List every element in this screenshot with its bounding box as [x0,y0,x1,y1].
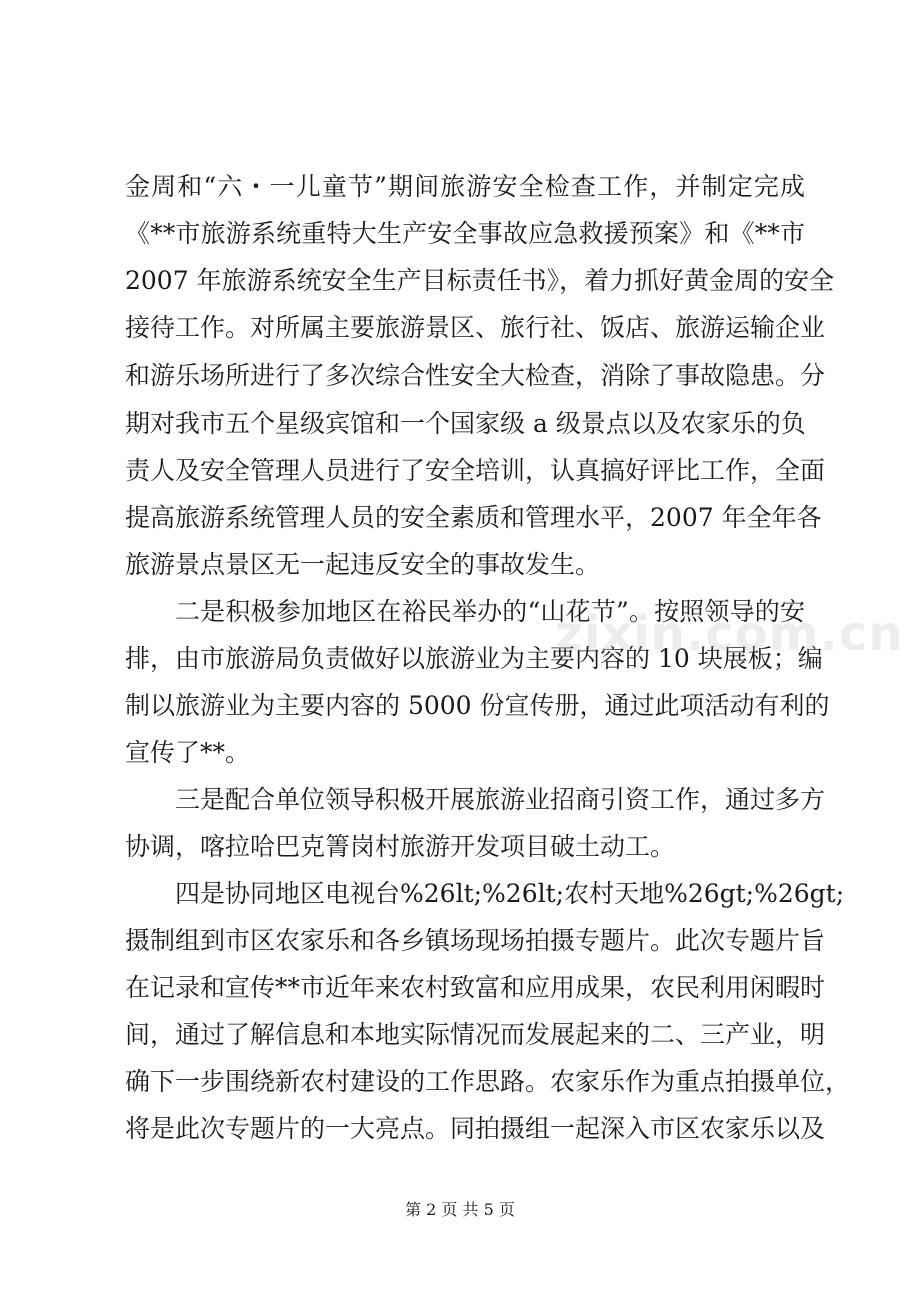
watermark: zixin.com.cn [555,606,904,662]
text-line: 宣传了**。 [125,738,251,767]
text-line: 期对我市五个星级宾馆和一个国家级 a 级景点以及农家乐的负 [125,409,806,438]
text-line: 协调，喀拉哈巴克箐岗村旅游开发项目破土动工。 [125,832,676,861]
paragraph-first-line: 四是协同地区电视台%26lt;%26lt;农村天地%26gt;%26gt; [175,879,845,908]
paragraph-first-line: 三是配合单位领导积极开展旅游业招商引资工作，通过多方 [175,785,826,814]
text-line: 制以旅游业为主要内容的 5000 份宣传册，通过此项活动有利的 [125,691,830,720]
text-line: 和游乐场所进行了多次综合性安全大检查，消除了事故隐患。分 [125,361,826,390]
text-line: 摄制组到市区农家乐和各乡镇场现场拍摄专题片。此次专题片旨 [125,926,826,955]
text-line: 排，由市旅游局负责做好以旅游业为主要内容的 10 块展板；编 [125,644,823,673]
text-line: 接待工作。对所属主要旅游景区、旅行社、饭店、旅游运输企业 [125,313,826,342]
paragraph-first-line: 二是积极参加地区在裕民举办的“山花节”。按照领导的安 [175,597,805,626]
text-line: 间，通过了解信息和本地实际情况而发展起来的二、三产业，明 [125,1020,826,1049]
text-line: 提高旅游系统管理人员的安全素质和管理水平，2007 年全年各 [125,503,822,532]
text-line: 金周和“六・一儿童节”期间旅游安全检查工作，并制定完成 [125,172,805,201]
text-line: 确下一步围绕新农村建设的工作思路。农家乐作为重点拍摄单位， [125,1067,851,1096]
text-line: 将是此次专题片的一大亮点。同拍摄组一起深入市区农家乐以及 [125,1114,826,1143]
text-line: 2007 年旅游系统安全生产目标责任书》，着力抓好黄金周的安全 [125,266,835,295]
text-line: 《**市旅游系统重特大生产安全事故应急救援预案》和《**市 [125,219,805,248]
text-line: 旅游景点景区无一起违反安全的事故发生。 [125,550,601,579]
page-footer: 第 2 页 共 5 页 [405,1200,515,1219]
text-line: 责人及安全管理人员进行了安全培训，认真搞好评比工作，全面 [125,456,826,485]
text-line: 在记录和宣传**市近年来农村致富和应用成果，农民利用闲暇时 [125,973,826,1002]
